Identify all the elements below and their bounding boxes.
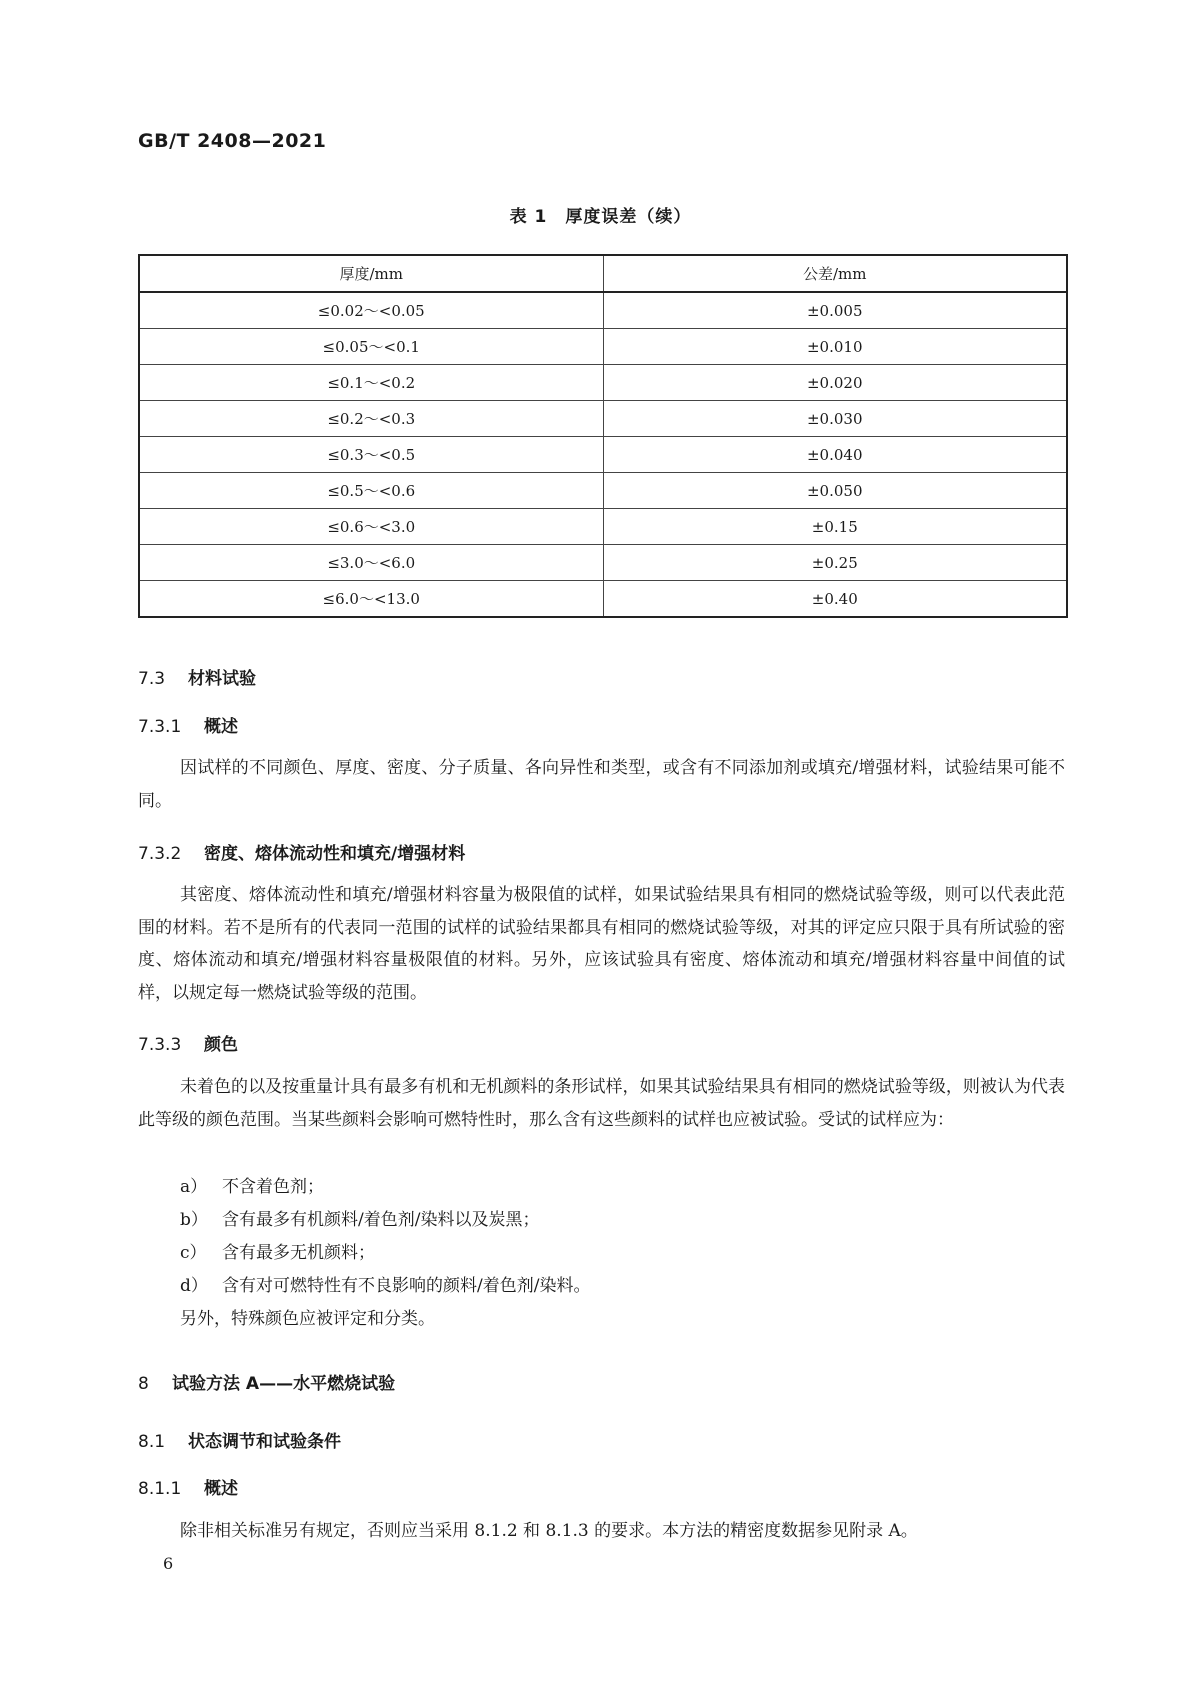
section-title: 颜色 — [204, 1035, 238, 1055]
section-title: 概述 — [204, 717, 238, 737]
section-heading-7-3 — [138, 664, 256, 689]
section-title: 密度、熔体流动性和填充/增强材料 — [204, 844, 466, 864]
table-title: 表 1 厚度误差（续） — [509, 207, 692, 227]
list-text: 含有对可燃特性有不良影响的颜料/着色剂/染料。 — [222, 1276, 591, 1296]
table-row — [139, 365, 1067, 401]
section-number: 7.3.3 — [138, 1035, 182, 1055]
thickness-cell: ≤0.6～<3.0 — [139, 509, 603, 545]
list-marker: d） — [180, 1276, 208, 1296]
section-title: 状态调节和试验条件 — [188, 1432, 341, 1452]
list-item — [180, 1205, 539, 1230]
tolerance-cell: ±0.030 — [603, 401, 1067, 437]
section-number: 8.1 — [138, 1432, 166, 1452]
paragraph-7-3-2: 其密度、熔体流动性和填充/增强材料容量为极限值的试样，如果试验结果具有相同的燃烧试验等级，则可以代表此范围的材料。若不是所有的代表同一范围的试样的试验结果都具有相同的燃烧试验等级，对其的评定应只限于具有所试验的密度、熔体流动和填充/增强材料容量极限值的材料。另外，应该试验具有密度、熔体流动和填充/增强材料容量中间值的试样，以规定每一燃烧试验等级的范围。 — [138, 885, 1065, 1003]
tolerance-cell: ±0.005 — [603, 292, 1067, 329]
table-row — [139, 509, 1067, 545]
thickness-cell: ≤0.05～<0.1 — [139, 329, 603, 365]
tolerance-cell: ±0.010 — [603, 329, 1067, 365]
section-heading-8-1 — [138, 1427, 341, 1452]
section-heading-7-3-1 — [138, 712, 238, 737]
tolerance-cell: ±0.15 — [603, 509, 1067, 545]
section-number: 7.3.2 — [138, 844, 182, 864]
thickness-tolerance-table — [138, 254, 1068, 618]
section-number: 7.3.1 — [138, 717, 182, 737]
list-text: 含有最多有机颜料/着色剂/染料以及炭黑； — [222, 1210, 540, 1230]
column-header: 公差/mm — [603, 255, 1067, 292]
standard-code: GB/T 2408—2021 — [138, 130, 327, 152]
section-heading-7-3-2 — [138, 839, 465, 864]
list-text: 不含着色剂； — [222, 1177, 324, 1197]
thickness-cell: ≤3.0～<6.0 — [139, 545, 603, 581]
section-heading-7-3-3 — [138, 1030, 238, 1055]
paragraph-7-3-1: 因试样的不同颜色、厚度、密度、分子质量、各向异性和类型，或含有不同添加剂或填充/增强材料，试验结果可能不同。 — [138, 758, 1065, 811]
list-item — [180, 1172, 324, 1197]
closing-line: 另外，特殊颜色应被评定和分类。 — [180, 1309, 435, 1329]
thickness-cell: ≤0.02～<0.05 — [139, 292, 603, 329]
thickness-cell: ≤0.5～<0.6 — [139, 473, 603, 509]
section-title: 概述 — [204, 1479, 238, 1499]
table-row — [139, 437, 1067, 473]
thickness-cell: ≤0.1～<0.2 — [139, 365, 603, 401]
list-marker: b） — [180, 1210, 208, 1230]
tolerance-cell: ±0.050 — [603, 473, 1067, 509]
table-row — [139, 401, 1067, 437]
list-item — [180, 1271, 590, 1296]
thickness-cell: ≤6.0～<13.0 — [139, 581, 603, 618]
tolerance-cell: ±0.040 — [603, 437, 1067, 473]
section-number: 8 — [138, 1374, 149, 1394]
column-header: 厚度/mm — [139, 255, 603, 292]
section-number: 7.3 — [138, 669, 166, 689]
table-row — [139, 329, 1067, 365]
list-marker: c） — [180, 1243, 207, 1263]
list-text: 含有最多无机颜料； — [222, 1243, 375, 1263]
section-heading-8 — [138, 1369, 395, 1394]
table-row — [139, 581, 1067, 618]
section-title: 试验方法 A——水平燃烧试验 — [172, 1374, 396, 1394]
page-number: 6 — [163, 1554, 174, 1573]
list-item — [180, 1238, 375, 1263]
paragraph-7-3-3: 未着色的以及按重量计具有最多有机和无机颜料的条形试样，如果其试验结果具有相同的燃烧试验等级，则被认为代表此等级的颜色范围。当某些颜料会影响可燃特性时，那么含有这些颜料的试样也应被试验。受试的试样应为： — [138, 1077, 1065, 1130]
table-row — [139, 292, 1067, 329]
section-title: 材料试验 — [188, 669, 256, 689]
table-row — [139, 473, 1067, 509]
section-number: 8.1.1 — [138, 1479, 182, 1499]
paragraph-8-1-1: 除非相关标准另有规定，否则应当采用 8.1.2 和 8.1.3 的要求。本方法的精密度数据参见附录 A。 — [180, 1521, 918, 1541]
tolerance-cell: ±0.25 — [603, 545, 1067, 581]
table-row — [139, 545, 1067, 581]
tolerance-cell: ±0.40 — [603, 581, 1067, 618]
section-heading-8-1-1 — [138, 1474, 238, 1499]
table-header-row — [139, 255, 1067, 292]
tolerance-cell: ±0.020 — [603, 365, 1067, 401]
thickness-cell: ≤0.3～<0.5 — [139, 437, 603, 473]
list-marker: a） — [180, 1177, 208, 1197]
thickness-cell: ≤0.2～<0.3 — [139, 401, 603, 437]
